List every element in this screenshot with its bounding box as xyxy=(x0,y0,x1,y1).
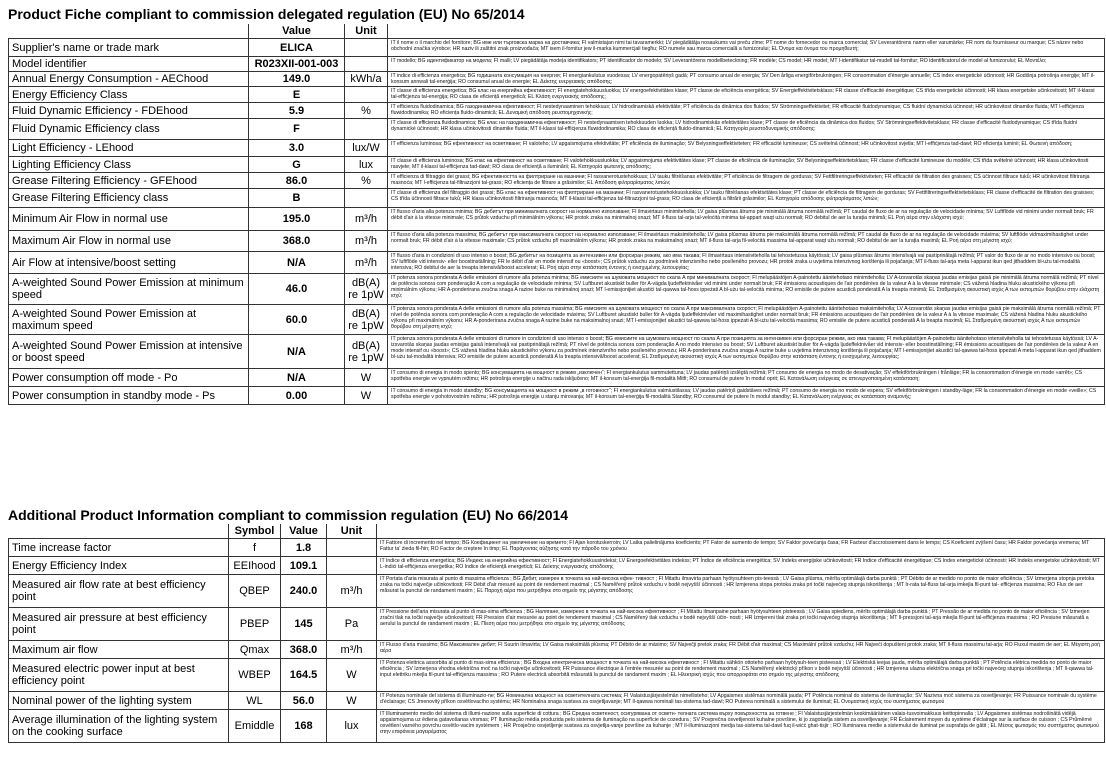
table-row xyxy=(9,369,1105,387)
parameter-symbol: EEIhood xyxy=(229,557,281,575)
parameter-name: Power consumption in standby mode - Ps xyxy=(9,387,249,405)
parameter-value: 0.00 xyxy=(249,387,345,405)
parameter-unit: dB(A) re 1pW xyxy=(345,305,388,335)
parameter-value: N/A xyxy=(249,335,345,369)
table-row xyxy=(9,692,1105,710)
parameter-name: Annual Energy Consumption - AEChood xyxy=(9,72,249,87)
header-symbol: Symbol xyxy=(229,524,281,539)
parameter-symbol: PBEP xyxy=(229,608,281,641)
parameter-symbol: QBEP xyxy=(229,575,281,608)
parameter-unit: lux xyxy=(345,157,388,173)
header-value: Value xyxy=(249,24,345,39)
parameter-translations: IT potenza sonora ponderata A delle emissioni di rumore in condizioni di uso intenso o boost; BG емисиите на шумовата мощност по скала A при позицията за интензивен или форсиран режим, ако има такава; FI melupäästöjen A-painotettu äänitehotaso intensiiviteholla tai tehostetussa käytössä; LV A-izsvarotās skaņas jaudas emisijas gaisā intensīvajā vai pastiprinātajā režīmā; PT nível de potência sonora com ponderação A no modo intensivo ou boost; SV Luftburet akustiskt buller för A-vägda ljudeffektnivåer vid intensiv- eller boostinställning; FR émissions acoustiques de l'air pondérées de la valeur A en mode intensif ou «boost»; CS vážená hladina hluku akustického výkonu za podmínek intenzivního nebo posíleného provozu; HR A-ponderirana zvučna snaga A razine buke u uvjetima intenzivnog korištenja ili pojačanja; MT l-emissjonijiet akustiċi tal-qawwa tal-ħoss ippeżati A meta l-apparat ikun qed jitħaddem bl-użu tal-modalità intensiva; RO emisiile de putere acustică ponderată A la treapta intensivă/boost accelerat; EL Σταθμισμένη ακουστική ισχύς Α των εκπομπών θορύβου στην κατάσταση έντονης ή ενισχυμένης λειτουργίας; xyxy=(388,335,1105,369)
table-row xyxy=(9,189,1105,208)
table-row xyxy=(9,252,1105,274)
parameter-unit xyxy=(345,39,388,57)
section1-title: Product Fiche compliant to commission delegated regulation (EU) No 65/2014 xyxy=(8,6,525,22)
section2-title: Additional Product Information compliant to commission regulation (EU) No 66/2014 xyxy=(8,507,569,523)
parameter-translations: IT efficienza di filtraggio dei grassi; BG ефективността на филтриране на мазнини; FI rasvanerotustehokkuus; LV tauku filtrēšanas efektivitāte; PT eficiência de filtragem de gorduras; SV Fettfiltreringseffektiviteten; FR efficacité de filtration des graisses; CS účinnost filtrace tuků; HR učinkovitost filtriranja masnoća; MT l-effiċjenza tal-filtrazzjoni tal-grass; RO eficiența de filtrare a grăsimilor; EL Απόδοση φιλτραρίσματος λιπών; xyxy=(388,173,1105,189)
parameter-unit: % xyxy=(345,103,388,119)
table-row xyxy=(9,157,1105,173)
parameter-name: Minimum Air Flow in normal use xyxy=(9,208,249,231)
parameter-value: 5.9 xyxy=(249,103,345,119)
parameter-name: Grease Filtering Efficiency class xyxy=(9,189,249,208)
parameter-value: B xyxy=(249,189,345,208)
parameter-value: N/A xyxy=(249,252,345,274)
parameter-name: Air Flow at intensive/boost setting xyxy=(9,252,249,274)
parameter-unit: kWh/a xyxy=(345,72,388,87)
parameter-value: E xyxy=(249,87,345,103)
parameter-value: 149.0 xyxy=(249,72,345,87)
table-row xyxy=(9,57,1105,72)
header-value: Value xyxy=(281,524,327,539)
parameter-unit: m³/h xyxy=(345,231,388,252)
parameter-name: Power consumption off mode - Po xyxy=(9,369,249,387)
table-row xyxy=(9,208,1105,231)
parameter-value: 168 xyxy=(281,710,327,743)
parameter-value: 60.0 xyxy=(249,305,345,335)
parameter-unit: m³/h xyxy=(345,252,388,274)
parameter-symbol: WL xyxy=(229,692,281,710)
parameter-value: 164.5 xyxy=(281,659,327,692)
parameter-symbol: f xyxy=(229,539,281,557)
parameter-unit xyxy=(345,119,388,140)
parameter-name: Maximum Air Flow in normal use xyxy=(9,231,249,252)
parameter-translations: IT Potenza nominale del sistema di illuminazio-ne; BG Номинална мощност на осветителната система; FI Valaistusjärjestelmän nimellisteho; LV Apgaismes sistēmas nominālā jauda; PT Potência nominal do sistema de iluminação; SV Nazivna moč sistema za osvetljevanje; FR Puissance nominale du système d'éclairage; CS Jmenovitý příkon osvětlovacího systému; HR Nominalna snaga sustava za osvjetljavanje; MT Il-qawwa nominali tas-sistema tad-dawl; RO Puterea nominală a sistemului de iluminat; EL Ονομαστική ισχύς του συστήματος φωτισμού xyxy=(377,692,1105,710)
parameter-unit: dB(A) re 1pW xyxy=(345,335,388,369)
parameter-symbol: Qmax xyxy=(229,641,281,659)
parameter-unit: m³/h xyxy=(327,641,377,659)
parameter-unit: W xyxy=(327,659,377,692)
table-row xyxy=(9,557,1105,575)
parameter-name: Model identifier xyxy=(9,57,249,72)
parameter-value: F xyxy=(249,119,345,140)
parameter-value: G xyxy=(249,157,345,173)
header-row xyxy=(9,524,1105,539)
parameter-translations: IT Portata d'aria misurata al punto di massima efficienza ; BG Дебит, измерен в точката на най-висока ефек- тивност ; FI Mitattu ilmavirta parhaan hyötysuhteen pis-teessä ; LV Gaisa plūsma, mērīta optimālajā darba punktā ; PT Débito de ar medido no ponto de maior eficiência ; SV Izmerjena stopnja pretoka zraka na točki največje učinkovitosti; FR Débit d'air mesuré au point de rendement maximal ; CS Naměřený průtok vzduchu v bodě nejvyšší účinnosti ; HR Izmjerena stopa protoka zraka pri točki najvećeg stupnja iskorištenja ; MT Ir-rata tal-fluss tal-arja imkejla fil-punt tal- effiċjenza massima; RO Flux de aer măsurat la punctul de randament maxim ; EL Παροχή αέρα που μετρήθηκε στο σημείο της μέγιστης απόδοσης xyxy=(377,575,1105,608)
parameter-translations: IT Fattore di incremento nel tempo; BG Коефициент на увеличение на времето; FI Ajan korotuskerroin; LV Laika palielinājuma koeficients; PT Fator de aumento de tempo; SV Faktor povećanja časa; FR Facteur d'accroissement dans le temps; CS Koeficient zvýšení času; HR Faktor povećanja vremena; MT Fattur ta' żieda fil-ħin; RO Factor de creștere în timp; EL Παράγοντας αύξησης κατά την πάροδο του χρόνου xyxy=(377,539,1105,557)
parameter-unit xyxy=(327,539,377,557)
parameter-translations: IT il nome o il marchio del fornitore; BG име или търговска марка на доставчика; FI valmistajan nimi tai tavaramerkki; LV piegādātāja nosaukums vai preču zīme; PT nome do fornecedor ou marca comercial; SV Leverantörens namn eller varumärke; FR nom du fournisseur ou marque; CS název nebo obchodní značka výrobce; HR naziv ili zaštitni znak proizvođača; MT isem il-fornitur jew il-marka kummerċjali tiegħu; RO numele sau marca comercială a furnizorului; EL Όνομα και όνομα του προμηθευτή; xyxy=(388,39,1105,57)
table-row xyxy=(9,335,1105,369)
parameter-name: Supplier's name or trade mark xyxy=(9,39,249,57)
parameter-translations: IT classe di efficienza luminosa; BG клас на ефективност на осветяване; FI valotehokkuusluokka; LV apgaismojuma efektivitātes klase; PT classe de eficiência de iluminação; SV Belysningseffektivitetsklass; FR classe d'efficacité lumineuse du modèle; CS třída světelné účinnosti; HR klasa učinkovitosti rasvjete; MT il-klassi tal-effiċjenza tad-dawl; RO clasa de eficiență a iluminării; EL Κατηγορία φωτεινής απόδοσης; xyxy=(388,157,1105,173)
parameter-name: Energy Efficiency Index xyxy=(9,557,229,575)
parameter-translations: IT consumo di energia in modo spento; BG консумацията на мощност в режим „изключен“; FI energiankulutus sammutettuna; LV jaudas patēriņš izslēgtā režīmā; PT consumo de energia no modo de desativação; SV effektförbrukningen i frånläge; FR la consommation d'énergie en mode «arrêt»; CS spotřeba energie ve vypnutém režimu; HR potrošnja energije u načinu rada isključeno; MT il-konsum tal-enerġija fil-modalità Mitfi; RO consumul de putere în modul oprit; EL Κατανάλωση ενέργειας σε απενεργοποιημένη κατάσταση; xyxy=(388,369,1105,387)
parameter-unit xyxy=(345,87,388,103)
parameter-value: 3.0 xyxy=(249,140,345,157)
parameter-unit: m³/h xyxy=(327,575,377,608)
parameter-translations: IT Potenza elettrica assorbita al punto di mas-sima efficienza ; BG Входна електрическа мощност в точката на най-висока ефективност ; FI Mitattu sähkön ottoteho parhaan hyötysuh-teen pisteessä ; LV Elektriskā ieejas jauda, mērīta optimālajā darba punktā ; PT Potência elétrica medida no ponto de maior eficiência ; SV Izmerjena vhodna električna moč na točki največje učinkovitosti; FR Puissance électrique à l'entrée mesurée au point de rendement maximal ; CS Naměřený elektrický příkon v bodě nejvyšší účinnosti ; HR Izmjerena ulazna električna snaga pri točki najvećeg stupnja iskorištenja ; MT Il-qawwa tal-input elettriku mkejla fil-punt tal-effiċjenza massima ; RO Putere electrică absorbită măsurată la punctul de randament maxim ; EL Ηλεκτρική ισχύς που απορροφάται στο σημείο της μέγιστης απόδοσης xyxy=(377,659,1105,692)
parameter-translations: IT Illuminamento medio del sistema di illumi-nazione sulla superficie di cottura ; BG Средна осветеност, осигурявана от осветн- телната система върху повърхността за готвене ; FI Valaistusjärjestelmän keskimääräinen valais-tusvoimakkuus keittopinnalla ; LV Apgaismes sistēmas nodrošinātā vidējā apgaismojuma uz ēdiena gatavošanas virsmas; PT Iluminação média produzida pelo sistema de iluminação na superfície de cozedura ; SV Povprečna osvetljenost kuhalne površine, ki jo zagotavlja sistem za osvetljevanje; FR Éclairement moyen du système d'éclairage sur la surface de cuisson ; CS Průměrné osvětlení varného povrchu osvětlo-vacím systémem ; HR Prosječno osvjetljenje sustava za osvjetlja-vanje površine za kuhanje ; MT Il-illuminazzjoni medja tas-sistema tal-dawl fuq il-wiċċ ghat-tisjir ; RO Iluminarea medie a sistemului de iluminat pe suprafața de gătit ; EL Μέσος φωτισμός του συστήματος φωτισμού στην επιφάνεια μαγειρέματος xyxy=(377,710,1105,743)
table-row xyxy=(9,539,1105,557)
parameter-name: Measured air pressure at best efficiency point xyxy=(9,608,229,641)
parameter-value: 368.0 xyxy=(281,641,327,659)
parameter-name: Grease Filtering Efficiency - GFEhood xyxy=(9,173,249,189)
parameter-name: Light Efficiency - LEhood xyxy=(9,140,249,157)
parameter-value: 195.0 xyxy=(249,208,345,231)
parameter-unit: lux/W xyxy=(345,140,388,157)
table-row xyxy=(9,710,1105,743)
parameter-unit: W xyxy=(327,692,377,710)
table-row xyxy=(9,119,1105,140)
parameter-unit xyxy=(345,57,388,72)
parameter-name: Measured electric power input at best efficiency point xyxy=(9,659,229,692)
table-row xyxy=(9,140,1105,157)
product-fiche-table xyxy=(8,24,1105,405)
additional-info-table xyxy=(8,524,1105,743)
parameter-translations: IT flusso d'aria alla potenza minima; BG дебитът при минималната скорост на нормално използване; FI ilmavirtaus minimiteholla; LV gaisa plūsmas ātrums pie minimālā ātruma normālā režīmā; PT caudal de fluxo de ar na regulação de velocidade mínima; SV Luftflöde vid minimi under normalt bruk; FR débit d'air à la vitesse minimale; CS průtok vzduchu při minimálním výkonu; HR protok zraka na minimalnoj snazi; MT il-fluss tal-arja tal-veloċità minima tal-appart waqt użu normali; RO debitul de aer la turația minimă; EL Ροή αέρα στην ελάχιστη ισχύ; xyxy=(388,208,1105,231)
table-row xyxy=(9,387,1105,405)
parameter-translations: IT Flusso d'aria massimo; BG Максимален дебит; FI Suurin ilmavirta; LV Gaisa maksimālā plūsma; PT Débito de ar máximo; SV Največji pretok zraka; FR Débit d'air maximal; CS Maximální průtok vzduchu; HR Najveći dopušteni protok zraka; MT Il-fluss massimu tal-arja; RO Fluxul maxim de aer; EL Μέγιστη ροή αέρα xyxy=(377,641,1105,659)
parameter-unit: % xyxy=(345,173,388,189)
parameter-translations: IT flusso d'aria alla potenza massima; BG дебитът при максималната скорост на нормално използване; FI ilmavirtaus maksimiteholla; LV gaisa plūsmas ātrums pie maksimālā ātruma normālā režīmā; PT caudal de fluxo de ar na regulação de velocidade máxima; SV luftflöde vidmaximihastighet under normalt bruk; FR débit d'air à la vitesse maximale; CS průtok vzduchu při maximálním výkonu; HR protok zraka na maksimalnoj snazi; MT il-fluss tal-arja fil-veloċità massima tal-apparat waqt użu normali; RO debitul de aer la turația maximă; EL Ροή αέρα στη μέγιστη ισχύ; xyxy=(388,231,1105,252)
parameter-name: Average illumination of the lighting system on the cooking surface xyxy=(9,710,229,743)
parameter-value: 240.0 xyxy=(281,575,327,608)
parameter-unit: dB(A) re 1pW xyxy=(345,274,388,305)
parameter-translations: IT flusso d'aria in condizioni di uso intenso o boost; BG дебитът на позицията за интензивен или форсиран режим, ако има такава; FI ilmavirtaus intensiiviteholla tai tehostetussa käytössä; LV gaisa plūsmas ātrums intensīvajā vai pastiprinātajā režīmā; PT valor do fluxo de ar no modo intensivo ou boost; SV luftflöde vid intensiv- eller boostinställning; FR le débit d'air en mode intensif ou «boost»; CS průtok vzduchu za podmínek intenzivního nebo posíleného provozu; HR protok zraka u uvjetima intenzivnog korištenja ili pojačanja; MT il-fluss tal-arja meta l-apparat ikun qed jitħaddem bl-użu tal-modalità intensiva; RO debitul de aer la treapta intensivă/boost accelerat; EL Ροή αέρα στην κατάσταση έντονης ή ενισχυμένης λειτουργίας; xyxy=(388,252,1105,274)
parameter-name: Energy Efficiency Class xyxy=(9,87,249,103)
header-unit: Unit xyxy=(327,524,377,539)
table-row xyxy=(9,39,1105,57)
parameter-symbol: WBEP xyxy=(229,659,281,692)
parameter-value: 56.0 xyxy=(281,692,327,710)
parameter-unit: Pa xyxy=(327,608,377,641)
parameter-name: Fluid Dynamic Efficiency - FDEhood xyxy=(9,103,249,119)
parameter-translations: IT indice di efficienza energetica; BG годишната консумация на енергия; FI energiankulutus vuodessa; LV energopatēriņš gadā; PT consumo anual de energia; SV Den årliga energiförbrukningen; FR consommation d'énergie annuelle; CS index energetické účinnosti; HR Godišnja potrošnja energije; MT il-konsum annwali tal-enerġija; RO consumul anual de energie; EL Δείκτης ενεργειακής απόδοσης; xyxy=(388,72,1105,87)
parameter-translations: IT efficienza fluidodinamica; BG газодинамична ефективност; FI nestedynaaminen tehokkuus; LV hidrodinamiskā efektivitāte; PT eficiência da dinâmica dos fluidos; SV Strömningseffektivitet; FR efficacité fluidodynamique; CS fluidní dynamická účinnost; HR učinkovitost dinamike fluida; MT l-effiċjenza fluwidodinamika; RO eficiența fluido-dinamică; EL Δυναμική απόδοση ρευστομηχανικής; xyxy=(388,103,1105,119)
parameter-symbol: Emiddle xyxy=(229,710,281,743)
table-row xyxy=(9,87,1105,103)
parameter-translations: IT modello; BG идентификатор на модела; FI malli; LV piegādātāja modeļa identifikators; PT identificador do modelo; SV Leverantörens modellbeteckning; FR modèle; CS model; HR model; MT l-identifikatur tal-mudell tal-fornitur; RO identificatorul de model al furnizorului; EL Μοντέλο; xyxy=(388,57,1105,72)
parameter-value: R023XII-001-003 xyxy=(249,57,345,72)
header-row xyxy=(9,24,1105,39)
parameter-name: Nominal power of the lighting system xyxy=(9,692,229,710)
table-row xyxy=(9,608,1105,641)
parameter-unit: W xyxy=(345,387,388,405)
table-row xyxy=(9,173,1105,189)
parameter-name: Fluid Dynamic Efficiency class xyxy=(9,119,249,140)
parameter-translations: IT classe di efficienza fluidodinamica; BG клас на газодинамична ефективност; FI nestedynaamisen tehokkuuden luokka; LV hidrodinamiskās efektivitātes klase; PT classe de eficiência da dinâmica dos fluidos; SV Strömningseffektivitetsklass; FR classe d'efficacité fluidodynamique; CS třída fluidní dynamické účinnosti; HR klasa učinkovitosti dinamike fluida; MT il-klassi tal-effiċjenza fluwidodinamika; RO clasa de eficiență fluido-dinamică; EL Κατηγορία ρευστοδυναμικής απόδοσης; xyxy=(388,119,1105,140)
parameter-translations: IT Indice di efficienza energetica; BG Индекс на енергийна ефективност; FI Energiatehokkuusindeksi; LV Energoefektivitātes indekss; PT Índice de eficiência energética; SV Indeks energijske učinkovitosti; FR Indice d'efficacité énergétique; CS Index energetické účinnosti; HR Indeks energetske učinkovitosti; MT L-indiċi tal-effiċjenza enerġetika; RO Indice de eficiență energetică; EL Δείκτης ενεργειακής απόδοσης xyxy=(377,557,1105,575)
parameter-translations: IT potenza sonora ponderata A delle emissioni di rumore alla potenza minima; BG емисиите на шумовата мощност по скала A при минималната скорост; FI melupäästöjen A-painotettu äänitehotaso minimiteholla; LV A-izsvarotās skaņas jaudas emisijas gaisā pie minimālā ātruma normālā režīmā; PT nível de potência sonora com ponderação A com a regulação de velocidade mínima; SV Luftburet akustiskt buller för A-vägda ljudeffektnivåer vid minimi under normalt bruk; FR émissions acoustiques de l'air pondérées de la valeur A à la vitesse minimale; CS vážená hladina hluku akustického výkonu při minimálním výkonu; HR A-ponderirana zvučna snaga A razine buke na minimalnoj snazi; MT l-emissjonijiet akustiċi tal-qawwa tal-ħoss ippeżati A bl-użu tal-veloċità minima; RO emisiile de putere acustică ponderată A la treapta minimă; EL Σταθμισμένη ακουστική ισχύς Α των εκπομπών θορύβου στην ελάχιστη ισχύ; xyxy=(388,274,1105,305)
parameter-name: Lighting Efficiency Class xyxy=(9,157,249,173)
parameter-unit: W xyxy=(345,369,388,387)
parameter-translations: IT consumo di energia in modo standby; BG консумацията на мощност в режим „в готовност“; FI energiankulutus valmiustilassa; LV jaudas patēriņš gaidstāves režīmā; PT consumo de energia no modo de espera; SV effektförbrukningen i standby-läge; FR la consommation d'énergie en mode «veille»; CS spotřeba energie v pohotovostním režimu; HR potrošnja energije u stanju mirovanja; MT il-konsum tal-enerġija fil-modalità Standby; RO consumul de putere în modul standby; EL Κατανάλωση ενέργειας σε κατάσταση αναμονής; xyxy=(388,387,1105,405)
table-row xyxy=(9,641,1105,659)
parameter-value: N/A xyxy=(249,369,345,387)
parameter-unit xyxy=(345,189,388,208)
parameter-value: 109.1 xyxy=(281,557,327,575)
table-row xyxy=(9,575,1105,608)
parameter-unit xyxy=(327,557,377,575)
parameter-name: A-weighted Sound Power Emission at intensive or boost speed xyxy=(9,335,249,369)
parameter-translations: IT Pressione dell'aria misurata al punto di mas-sima efficienza ; BG Налягане, измерено в точката на най-висока ефективност ; FI Mitattu ilmanpaine parhaan hyötysuhteen pisteessä ; LV Gaisa spiediens, mērīts optimālajā darba punktā ; PT Pressão de ar medida no ponto de maior eficiência ; SV Izmerjen zračni tlak na točki največje učinkovitosti; FR Pression d'air mesurée au point de rendement maximal ; CS Naměřený tlak vzduchu v bodě nejvyšší účin- nosti ; HR Izmjereni tlak zraka pri točki najvećeg stupnja iskorištenja ; MT Il-pressjoni tal-arja mkejla fil-punt tal-effiċjenza massima ; RO Presiune măsurată a aerului la punctul de randament maxim ; EL Πίεση αέρα που μετρήθηκε στο σημείο της μέγιστης απόδοσης xyxy=(377,608,1105,641)
header-unit: Unit xyxy=(345,24,388,39)
parameter-value: 145 xyxy=(281,608,327,641)
parameter-value: 368.0 xyxy=(249,231,345,252)
parameter-translations: IT efficienza luminosa; BG ефективност на осветяване; FI valoteho; LV apgaismojuma efektivitāte; PT eficiência de iluminação; SV Belysningseffektiviteten; FR efficacité lumineuse; CS světelná účinnost; HR učinkovitost svjetla; MT l-effiċjenza tad-dawl; RO eficiența luminii; EL Φωτεινή απόδοση; xyxy=(388,140,1105,157)
table-row xyxy=(9,231,1105,252)
parameter-name: Maximum air flow xyxy=(9,641,229,659)
parameter-value: 86.0 xyxy=(249,173,345,189)
parameter-value: 46.0 xyxy=(249,274,345,305)
parameter-name: Measured air flow rate at best efficiency point xyxy=(9,575,229,608)
parameter-translations: IT classe di efficienza del filtraggio dei grassi; BG клас на ефективност на филтриране на мазнини; FI rasvanerotustehokkuusluokka; LV tauku filtrēšanas efektivitātes klase; PT classe de eficiência de filtragem de gorduras; SV Fettfiltreringseffektivitetsklass; FR classe d'efficacité de filtration des graisses; CS třída účinnosti filtrace tuků; HR klasa učinkovitosti filtriranja masnoća; MT il-klassi tal-effiċjenza tal-filtrazzjoni tal-grass; RO clasa de eficiență a filtrării grăsimilor; EL Κατηγορία απόδοσης φιλτραρίσματος λιπών; xyxy=(388,189,1105,208)
parameter-name: A-weighted Sound Power Emission at maximum speed xyxy=(9,305,249,335)
parameter-unit: lux xyxy=(327,710,377,743)
parameter-translations: IT potenza sonora ponderata A delle emissioni di rumore alla potenza massima; BG емисиите на шумовата мощност по скала A при максималната скорост; FI melupäästöjen A-painotettu äänitehotaso maksimiteholla; LV A-izsvarotās skaņas jaudas emisijas gaisā pie maksimālā ātruma normālā režīmā; PT nível de potência sonora com ponderação A com a regulação de velocidade máxima; SV Luftburet akustiskt buller för A-vägda ljudeffektnivåer vid maximihastighet under normalt bruk; FR émissions acoustiques de l'air pondérées de la valeur A à la vitesse maximale; CS vážená hladina hluku akustického výkonu při maximálním výkonu; HR A-ponderirana zvučna snaga A razine buke na maksimalnoj snazi; MT l-emissjonijiet akustiċi tal-qawwa tal-ħoss ippeżati A bl-użu tal-veloċità massima; RO emisiile de putere acustică ponderată A la treapta maximă; EL Σταθμισμένη ακουστική ισχύς Α των εκπομπών θορύβου στη μέγιστη ισχύ; xyxy=(388,305,1105,335)
parameter-value: 1.8 xyxy=(281,539,327,557)
table-row xyxy=(9,659,1105,692)
table-row xyxy=(9,274,1105,305)
parameter-value: ELICA xyxy=(249,39,345,57)
parameter-unit: m³/h xyxy=(345,208,388,231)
table-row xyxy=(9,103,1105,119)
parameter-translations: IT classe di efficienza energetica; BG клас на енергийна ефективност; FI energiatehokkuusluokka; LV energoefektivitātes klase; PT classe de eficiência energética; SV Energieffektivitetsklass; FR classe d'efficacité énergétique; CS třída energetické účinnosti; HR klasa energetske učinkovitosti; MT il-klassi tal-effiċjenza tal-enerġija; RO clasa de eficiență energetică; EL Κλάση ενεργειακής απόδοσης; xyxy=(388,87,1105,103)
table-row xyxy=(9,72,1105,87)
parameter-name: Time increase factor xyxy=(9,539,229,557)
table-row xyxy=(9,305,1105,335)
parameter-name: A-weighted Sound Power Emission at minimum speed xyxy=(9,274,249,305)
